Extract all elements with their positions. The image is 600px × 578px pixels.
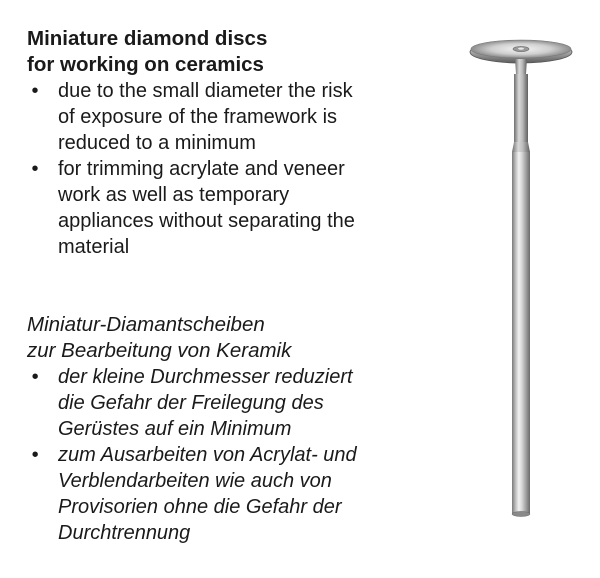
english-bullet-1-line-2: of exposure of the framework is [58,106,338,128]
english-bullet-2-line-3: appliances without separating the [58,210,355,232]
english-bullet-2 [27,156,447,260]
text-column [27,26,447,546]
english-bullet-1-line-3: reduced to a minimum [58,132,256,154]
english-bullet-2-line-4: material [58,236,130,258]
german-bullet-2-line-3: Provisorien ohne die Gefahr der [58,496,342,518]
english-title-line-2: for working on ceramics [27,53,264,76]
german-bullet-2 [27,442,447,546]
german-bullet-1-line-2: die Gefahr der Freilegung des [58,392,324,414]
german-section [27,312,447,546]
english-bullet-1 [27,78,447,156]
german-bullet-2-line-2: Verblendarbeiten wie auch von [58,470,332,492]
german-title-line-2: zur Bearbeitung von Keramik [27,339,292,362]
bullet-icon: • [31,80,39,102]
english-section [27,26,447,260]
german-bullet-2-line-4: Durchtrennung [58,522,191,544]
german-title [27,312,447,364]
german-bullet-list [27,364,447,546]
bullet-icon: • [31,444,39,466]
english-title-line-1: Miniature diamond discs [27,27,268,50]
german-bullet-1 [27,364,447,442]
diamond-disc-bur-icon [460,30,582,520]
bullet-icon: • [31,366,39,388]
english-title [27,26,447,78]
german-bullet-1-line-3: Gerüstes auf ein Minimum [58,418,292,440]
german-bullet-2-line-1: zum Ausarbeiten von Acrylat- und [58,444,357,466]
diamond-disc-bur-image [460,30,582,520]
english-bullet-2-line-1: for trimming acrylate and veneer [58,158,345,180]
english-bullet-1-line-1: due to the small diameter the risk [58,80,353,102]
english-bullet-2-line-2: work as well as temporary [58,184,290,206]
english-bullet-list [27,78,447,260]
german-bullet-1-line-1: der kleine Durchmesser reduziert [58,366,353,388]
german-title-line-1: Miniatur-Diamantscheiben [27,313,265,336]
bullet-icon: • [31,158,39,180]
